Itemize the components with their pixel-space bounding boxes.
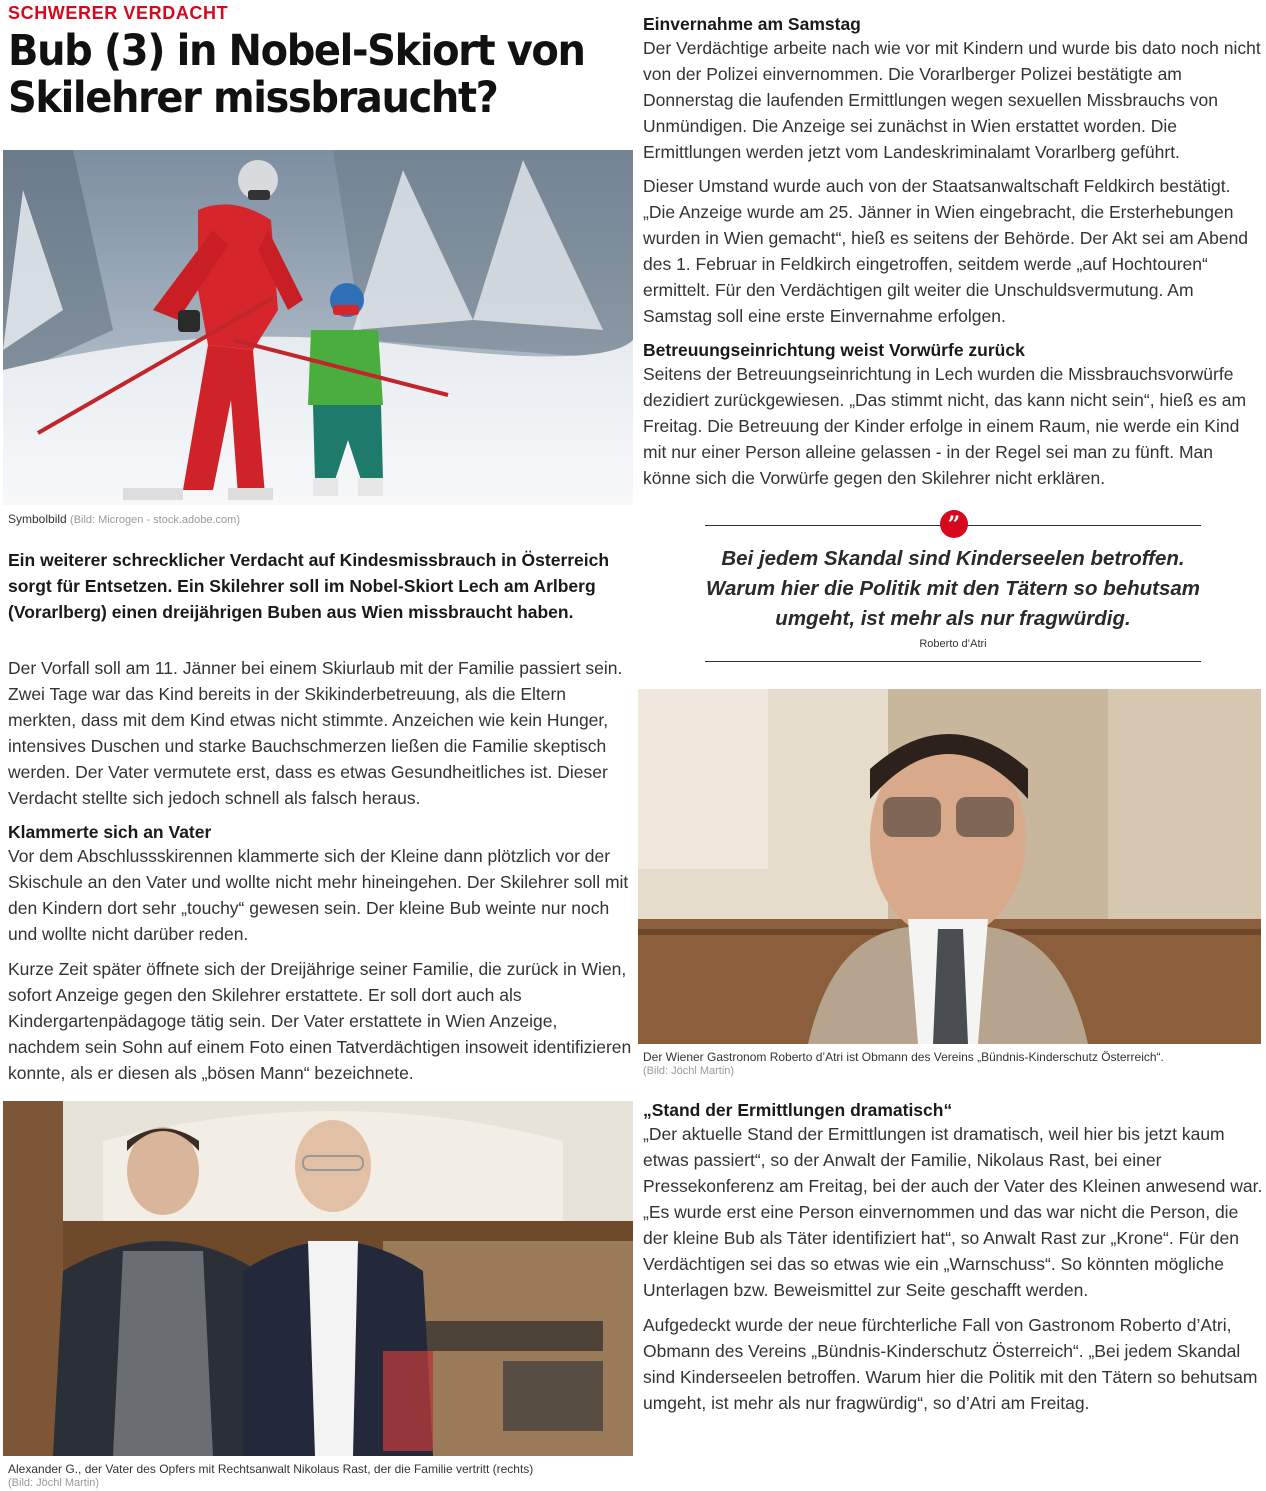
subheading: Betreuungseinrichtung weist Vorwürfe zurück <box>643 340 1025 360</box>
roberto-datri-photo[interactable] <box>638 689 1261 1044</box>
subheading: Klammerte sich an Vater <box>8 822 212 842</box>
caption-credit: (Bild: Microgen - stock.adobe.com) <box>70 514 240 526</box>
quote-divider-bottom <box>705 661 1201 662</box>
paragraph: Der Vorfall soll am 11. Jänner bei einem Skiurlaub mit der Familie passiert sein. Zwei Tage war das Kind bereits in der Skikinderbetreuung, als die Eltern merkten, dass mit dem Kind etwas nicht stimmte. Anzeichen wie kein Hunger, intensives Duschen und starke Bauchschmerzen ließen die Familie skeptisch werden. Der Vater vermutete erst, dass es etwas Gesundheitliches ist. Dieser Verdacht stellte sich jedoch schnell als falsch heraus. <box>8 658 623 808</box>
quote-text: Bei jedem Skandal sind Kinderseelen betroffen. Warum hier die Politik mit den Tätern so behutsam umgeht, ist mehr als nur fragwürdig. <box>706 547 1200 630</box>
caption-credit: (Bild: Jöchl Martin) <box>8 1477 100 1489</box>
quote-author: Roberto d’Atri <box>919 638 987 650</box>
photo-caption-datri <box>643 1050 1261 1079</box>
quote-icon: ” <box>940 510 968 538</box>
paragraph: Der Verdächtige arbeite nach wie vor mit Kindern und wurde bis dato noch nicht von der Polizei einvernommen. Die Vorarlberger Polizei bestätigte am Donnerstag die laufenden Ermittlungen wegen sexuellen Missbrauchs von Unmündigen. Die Anzeige sei zunächst in Wien erstattet worden. Die Ermittlungen werden jetzt vom Landeskriminalamt Vorarlberg geführt. <box>643 38 1261 162</box>
father-and-lawyer-photo[interactable] <box>3 1101 633 1456</box>
paragraph: Seitens der Betreuungseinrichtung in Lech wurden die Missbrauchsvorwürfe dezidiert zurückgewiesen. „Das stimmt nicht, das kann nicht sein“, hieß es am Freitag. Die Betreuung der Kinder erfolge in einem Raum, nie werde ein Kind mit nur einer Person alleine gelassen - in der Regel sei man zu fünft. Man könne sich die Vorwürfe gegen den Skilehrer nicht erklären. <box>643 364 1247 488</box>
ski-lesson-photo[interactable] <box>3 150 633 505</box>
article-headline: Bub (3) in Nobel-Skiort von Skilehrer missbraucht? <box>8 26 585 123</box>
body-block-3 <box>643 1099 1263 1416</box>
photo-caption-father-lawyer <box>8 1462 633 1491</box>
article-kicker: SCHWERER VERDACHT <box>8 3 229 23</box>
subheading: „Stand der Ermittlungen dramatisch“ <box>643 1100 953 1120</box>
paragraph: Dieser Umstand wurde auch von der Staatsanwaltschaft Feldkirch bestätigt. „Die Anzeige wurde am 25. Jänner in Wien eingebracht, die Ersterhebungen wurden in Wien gemacht“, hieß es seitens der Behörde. Der Akt sei am Abend des 1. Februar in Feldkirch eingetroffen, seitdem werde „auf Hochtouren“ ermittelt. Für den Verdächtigen gilt weiter die Unschuldsvermutung. Am Samstag soll eine erste Einvernahme erfolgen. <box>643 176 1249 326</box>
photo-caption-ski <box>8 512 240 528</box>
caption-text: Alexander G., der Vater des Opfers mit Rechtsanwalt Nikolaus Rast, der die Familie vertritt (rechts) <box>8 1462 534 1476</box>
pull-quote <box>705 510 1201 663</box>
caption-text: Symbolbild <box>8 512 67 526</box>
body-block-2 <box>643 13 1263 491</box>
subheading: Einvernahme am Samstag <box>643 14 861 34</box>
caption-text: Der Wiener Gastronom Roberto d’Atri ist Obmann des Vereins „Bündnis-Kinderschutz Österreich“. <box>643 1050 1164 1064</box>
body-block-1 <box>8 655 633 1086</box>
paragraph: Aufgedeckt wurde der neue fürchterliche Fall von Gastronom Roberto d’Atri, Obmann des Vereins „Bündnis-Kinderschutz Österreich“. „Bei jedem Skandal sind Kinderseelen betroffen. Warum hier die Politik mit den Tätern so behutsam umgeht, ist mehr als nur fragwürdig“, so d’Atri am Freitag. <box>643 1315 1258 1413</box>
paragraph: „Der aktuelle Stand der Ermittlungen ist dramatisch, weil hier bis jetzt kaum etwas passiert“, so der Anwalt der Familie, Nikolaus Rast, bei einer Pressekonferenz am Freitag, bei der auch der Vater des Kleinen anwesend war. „Es wurde erst eine Person einvernommen und das war nicht die Person, die der kleine Bub als Täter identifiziert hat“, so Anwalt Rast zur „Krone“. Für den Verdächtigen sei das so etwas wie ein „Warnschuss“. So könnten mögliche Unterlagen bzw. Beweismittel zur Seite geschafft werden. <box>643 1124 1263 1300</box>
paragraph: Vor dem Abschlussskirennen klammerte sich der Kleine dann plötzlich vor der Skischule an den Vater und wollte nicht mehr hineingehen. Der Skilehrer soll mit den Kindern dort sehr „touchy“ gewesen sein. Der kleine Bub weinte nur noch und wollte nicht darüber reden. <box>8 846 629 944</box>
paragraph: Kurze Zeit später öffnete sich der Dreijährige seiner Familie, die zurück in Wien, sofort Anzeige gegen den Skilehrer erstattete. Er soll dort auch als Kindergartenpädagoge tätig sein. Der Vater erstattete in Wien Anzeige, nachdem sein Sohn auf einem Foto einen Tatverdächtigen insoweit identifizieren konnte, als er diesen als „bösen Mann“ bezeichnete. <box>8 959 632 1083</box>
article-lead: Ein weiterer schrecklicher Verdacht auf Kindesmissbrauch in Österreich sorgt für Entsetzen. Ein Skilehrer soll im Nobel-Skiort Lech am Arlberg (Vorarlberg) einen dreijährigen Buben aus Wien missbraucht haben. <box>8 550 610 622</box>
caption-credit: (Bild: Jöchl Martin) <box>643 1065 735 1077</box>
